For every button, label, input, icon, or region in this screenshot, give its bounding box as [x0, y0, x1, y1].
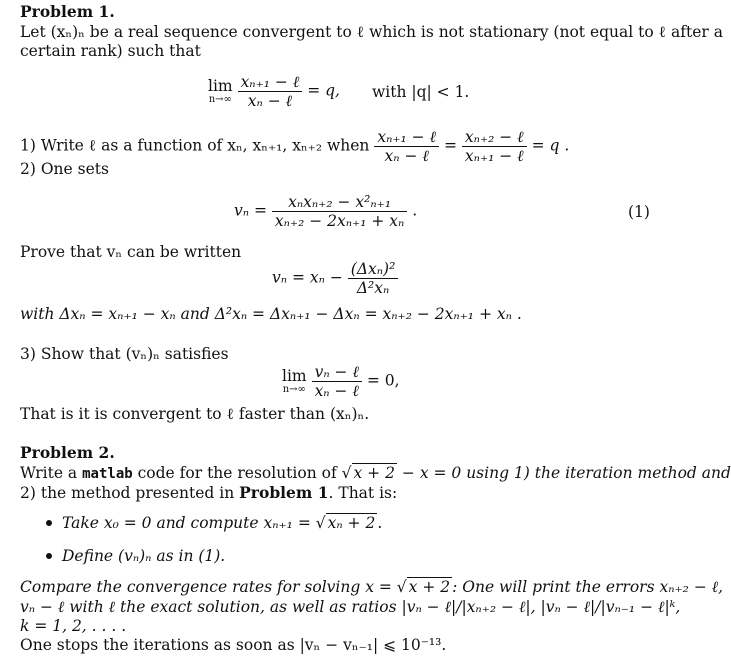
- vn2-numerator: (Δxₙ)²: [348, 260, 399, 279]
- q3-equals-zero: = 0,: [366, 371, 400, 390]
- problem2-line2: [20, 483, 397, 503]
- compare-line3: k = 1, 2, . . . .: [20, 617, 127, 635]
- limit-subscript: n→∞: [208, 94, 232, 105]
- compare-line1: [20, 577, 723, 597]
- p2-line1-mid: code for the resolution of: [137, 464, 337, 482]
- vn-alternate-form: [272, 260, 398, 297]
- vn2-denominator: Δ²xₙ: [356, 279, 390, 297]
- stop-criterion: One stops the iterations as soon as |vₙ − vₙ₋₁| ⩽ 10⁻¹³.: [20, 636, 447, 654]
- q3-limit-operator: [282, 368, 307, 395]
- vn2-fraction: [348, 260, 399, 297]
- p2-line1-start: Write a: [20, 464, 78, 482]
- q1-fraction-2-denominator: xₙ₊₁ − ℓ: [464, 147, 524, 165]
- q1-fraction-1-numerator: xₙ₊₁ − ℓ: [374, 128, 439, 147]
- limit-operator: [208, 78, 233, 105]
- vn-period: .: [412, 201, 418, 220]
- vn-definition: [234, 193, 417, 230]
- problem1-intro-line1: Let (xₙ)ₙ be a real sequence convergent to ℓ which is not stationary (not equal to ℓ after a: [20, 23, 723, 41]
- bullet-1-text: Take x₀ = 0 and compute xₙ₊₁ = √: [62, 514, 326, 532]
- q1-fraction-2: [462, 128, 527, 165]
- q3-limit-subscript: n→∞: [282, 384, 306, 395]
- q3-limit-label: lim: [282, 367, 307, 385]
- problem1-title: Problem 1.: [20, 2, 115, 21]
- with-condition: with |q| < 1.: [372, 83, 470, 101]
- compare-line1-end: : One will print the errors xₙ₊₂ − ℓ,: [452, 578, 724, 596]
- p2-sqrt-expression: x + 2: [353, 464, 395, 482]
- ratio-denominator: xₙ − ℓ: [247, 92, 293, 110]
- question1-text: 1) Write ℓ as a function of xₙ, xₙ₊₁, xₙ₊₂ when: [20, 136, 370, 155]
- vn-numerator: xₙxₙ₊₂ − x²ₙ₊₁: [272, 193, 407, 212]
- q1-fraction-2-numerator: xₙ₊₂ − ℓ: [462, 128, 527, 147]
- q3-limit-equation: [282, 363, 400, 400]
- vn2-lhs: vₙ = xₙ −: [272, 268, 343, 287]
- matlab-keyword: matlab: [82, 466, 133, 482]
- q3-fraction: [312, 363, 362, 400]
- q1-equals-q: = q .: [531, 136, 570, 155]
- ratio-numerator: xₙ₊₁ − ℓ: [238, 73, 303, 92]
- bullet-2-marker: [46, 553, 52, 559]
- p2-line1-end: − x = 0 using 1) the iteration method and: [401, 464, 731, 482]
- question3: 3) Show that (vₙ)ₙ satisfies: [20, 345, 229, 363]
- p2-line2-end: . That is:: [328, 484, 398, 502]
- q1-fraction-1: [374, 128, 439, 165]
- equals-q: = q,: [307, 81, 340, 100]
- bullet-1-marker: [46, 520, 52, 526]
- equation-number: (1): [628, 203, 650, 221]
- delta-definitions: with Δxₙ = xₙ₊₁ − xₙ and Δ²xₙ = Δxₙ₊₁ − Δxₙ = xₙ₊₂ − 2xₙ₊₁ + xₙ .: [20, 305, 522, 323]
- p2-problem1-reference: Problem 1: [239, 483, 329, 502]
- ratio-fraction: [238, 73, 303, 110]
- bullet-1: [62, 513, 382, 533]
- limit-label: lim: [208, 77, 233, 95]
- q3-denominator: xₙ − ℓ: [314, 382, 359, 400]
- vn-fraction: [272, 193, 407, 230]
- compare-sqrt: x + 2: [408, 578, 451, 596]
- question2: 2) One sets: [20, 160, 109, 178]
- problem2-line1: Write a matlab code for the resolution of √ x + 2 − x = 0 using 1) the iteration method and: [20, 464, 731, 482]
- bullet-1-period: .: [377, 514, 383, 532]
- compare-line1-start: Compare the convergence rates for solving x = √: [20, 578, 407, 596]
- problem1-intro-line2: certain rank) such that: [20, 42, 201, 60]
- problem2-title: Problem 2.: [20, 443, 115, 462]
- bullet-2: Define (vₙ)ₙ as in (1).: [62, 547, 226, 565]
- p2-line2-start: 2) the method presented in: [20, 484, 235, 502]
- q1-fraction-1-denominator: xₙ − ℓ: [384, 147, 429, 165]
- vn-lhs: vₙ =: [234, 201, 267, 220]
- bullet-1-sqrt: xₙ + 2: [327, 514, 376, 532]
- q1-equals: =: [443, 136, 457, 155]
- compare-line2: vₙ − ℓ with ℓ the exact solution, as well as ratios |vₙ − ℓ|/|xₙ₊₂ − ℓ|, |vₙ − ℓ|/|vₙ₋₁ − ℓ|ᵏ,: [20, 598, 681, 616]
- limit-equation: [208, 73, 340, 110]
- q3-numerator: vₙ − ℓ: [312, 363, 362, 382]
- conclusion-text: That is it is convergent to ℓ faster than (xₙ)ₙ.: [20, 405, 370, 423]
- prove-text: Prove that vₙ can be written: [20, 243, 242, 261]
- vn-denominator: xₙ₊₂ − 2xₙ₊₁ + xₙ: [274, 212, 405, 230]
